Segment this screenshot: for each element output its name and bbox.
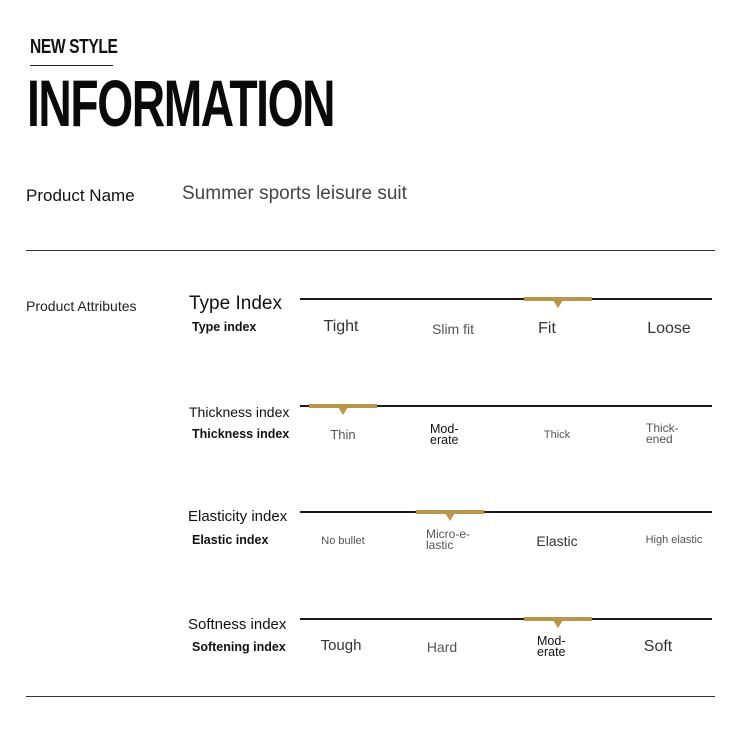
thickness-index-title: Thickness index	[189, 404, 290, 420]
thickness-index-option: Thick- ened	[646, 421, 679, 446]
product-attributes-label: Product Attributes	[26, 298, 137, 314]
thickness-index-option: Thin	[330, 427, 356, 442]
softness-index-option: Hard	[426, 639, 458, 655]
type-index-option: Tight	[323, 318, 359, 335]
elasticity-index-scale	[300, 511, 712, 513]
thickness-index-selected-marker	[309, 404, 377, 408]
elasticity-index-option: No bullet	[321, 535, 365, 547]
divider-top	[26, 250, 715, 251]
elasticity-index-option: Micro-e- lastic	[426, 527, 470, 552]
softness-index-option: Soft	[643, 638, 673, 655]
elasticity-index-subtitle: Elastic index	[192, 533, 269, 547]
type-index-selected-marker	[524, 297, 592, 301]
softness-index-selected-marker	[524, 617, 592, 621]
type-index-subtitle: Type index	[192, 320, 257, 334]
thickness-index-option: Thick	[543, 429, 571, 441]
softness-index-option: Mod- erate	[537, 634, 566, 659]
softness-index-subtitle: Softening index	[192, 640, 286, 654]
type-index-scale	[300, 298, 712, 300]
thickness-index-subtitle: Thickness index	[192, 427, 290, 441]
softness-index-title: Softness index	[188, 616, 287, 633]
divider-bottom	[26, 696, 715, 697]
type-index-option: Loose	[647, 320, 691, 337]
product-name-value: Summer sports leisure suit	[182, 183, 407, 204]
softness-index-option: Tough	[320, 637, 362, 654]
elasticity-index-selected-marker	[416, 510, 484, 514]
product-name-label: Product Name	[26, 186, 135, 205]
type-index-title: Type Index	[189, 293, 282, 314]
kicker-title: NEW STYLE	[30, 36, 118, 58]
type-index-option: Fit	[538, 320, 556, 337]
elasticity-index-option: Elastic	[536, 533, 578, 549]
elasticity-index-title: Elasticity index	[188, 508, 288, 525]
thickness-index-option: Mod- erate	[430, 422, 459, 447]
softness-index-scale	[300, 618, 712, 620]
page-title: INFORMATION	[27, 66, 335, 140]
elasticity-index-option: High elastic	[645, 534, 703, 546]
type-index-option: Slim fit	[432, 321, 474, 337]
